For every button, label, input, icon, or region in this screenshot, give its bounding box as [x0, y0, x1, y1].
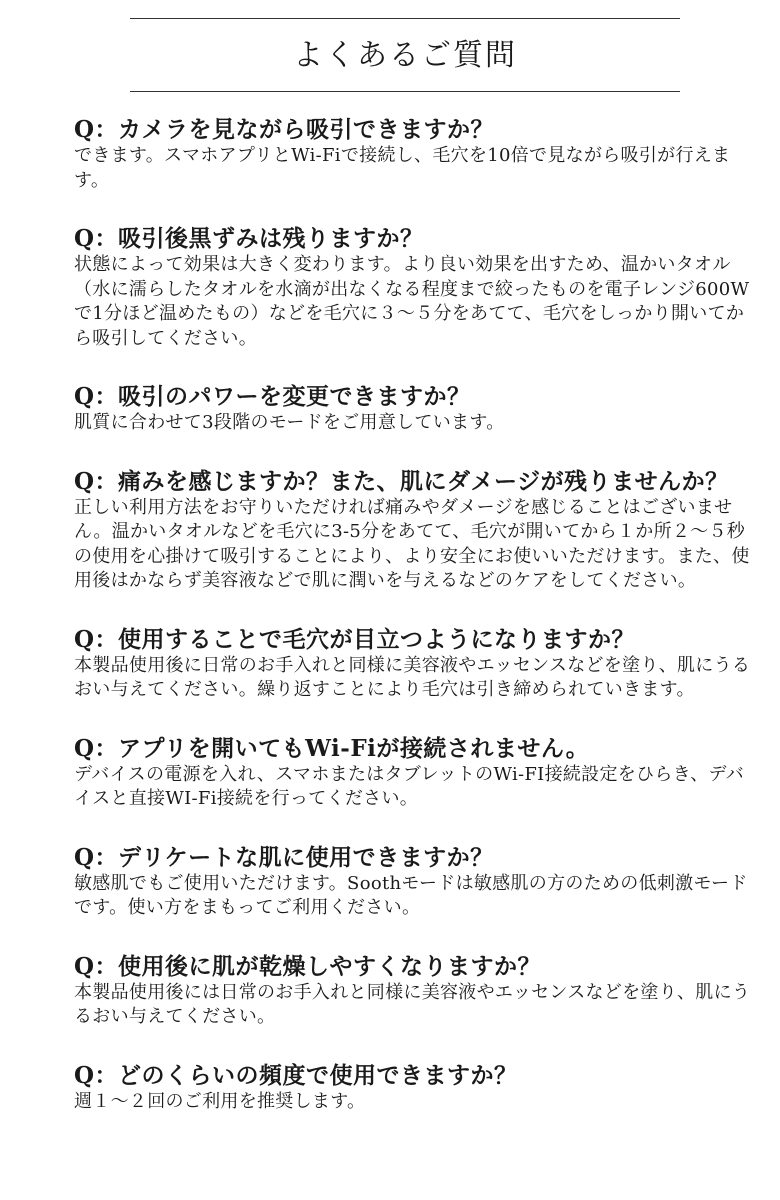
header-top-divider	[130, 18, 680, 19]
faq-question: Q：カメラを見ながら吸引できますか？	[74, 116, 495, 143]
header-bottom-divider	[130, 91, 680, 92]
faq-answer: 状態によって効果は大きく変わります。より良い効果を出すため、温かいタオル（水に濡らしたタオルを水滴が出なくなる程度まで絞ったものを電子レンジ600Wで1分ほど温めたもの）などを毛穴に３～５分をあてて、毛穴をしっかり開いてから吸引してください。	[74, 254, 750, 349]
faq-answer: 肌質に合わせて3段階のモードをご用意しています。	[74, 412, 505, 433]
faq-question: Q：吸引のパワーを変更できますか？	[74, 383, 471, 410]
faq-answer: 正しい利用方法をお守りいただければ痛みやダメージを感じることはございません。温かいタオルなどを毛穴に3-5分をあてて、毛穴が開いてから１か所２～５秒の使用を心掛けて吸引することにより、より安全にお使いいただけます。また、使用後はかならず美容液などで肌に潤いを与えるなどのケアをしてください。	[74, 496, 750, 591]
faq-header	[130, 18, 680, 94]
faq-question: Q：アプリを開いてもWi-Fiが接続されません。	[74, 734, 590, 762]
faq-question: Q：吸引後黒ずみは残りますか？	[74, 225, 424, 252]
faq-question: Q：痛みを感じますか？また、肌にダメージが残りませんか？	[74, 467, 729, 495]
faq-item	[74, 383, 760, 436]
faq-item	[74, 116, 760, 193]
faq-question: Q：使用後に肌が乾燥しやすくなりますか？	[74, 952, 542, 980]
page-title: よくあるご質問	[293, 38, 517, 73]
faq-answer: 週１～２回のご利用を推奨します。	[74, 1090, 366, 1112]
faq-item	[74, 735, 760, 812]
faq-answer: 本製品使用後には日常のお手入れと同様に美容液やエッセンスなどを塗り、肌にうるおい与えてください。	[74, 981, 751, 1027]
faq-question: Q：どのくらいの頻度で使用できますか？	[74, 1061, 518, 1089]
faq-item	[74, 225, 760, 351]
faq-answer: デバイスの電源を入れ、スマホまたはタブレットのWi-FI接続設定をひらき、デバイスと直接WI-Fi接続を行ってください。	[74, 763, 745, 809]
faq-question: Q：デリケートな肌に使用できますか？	[74, 843, 494, 871]
faq-item	[74, 953, 760, 1030]
faq-answer: 本製品使用後に日常のお手入れと同様に美容液やエッセンスなどを塗り、肌にうるおい与えてください。繰り返すことにより毛穴は引き締められていきます。	[74, 654, 751, 700]
faq-item	[74, 844, 760, 921]
faq-answer: できます。スマホアプリとWi-Fiで接続し、毛穴を10倍で見ながら吸引が行えます。	[74, 145, 731, 191]
faq-list	[74, 116, 760, 1146]
faq-item	[74, 1062, 760, 1115]
faq-item	[74, 468, 760, 594]
faq-item	[74, 626, 760, 703]
faq-answer: 敏感肌でもご使用いただけます。Soothモードは敏感肌の方のための低刺激モードです。使い方をまもってご利用ください。	[74, 872, 748, 918]
faq-question: Q：使用することで毛穴が目立つようになりますか？	[74, 625, 636, 653]
